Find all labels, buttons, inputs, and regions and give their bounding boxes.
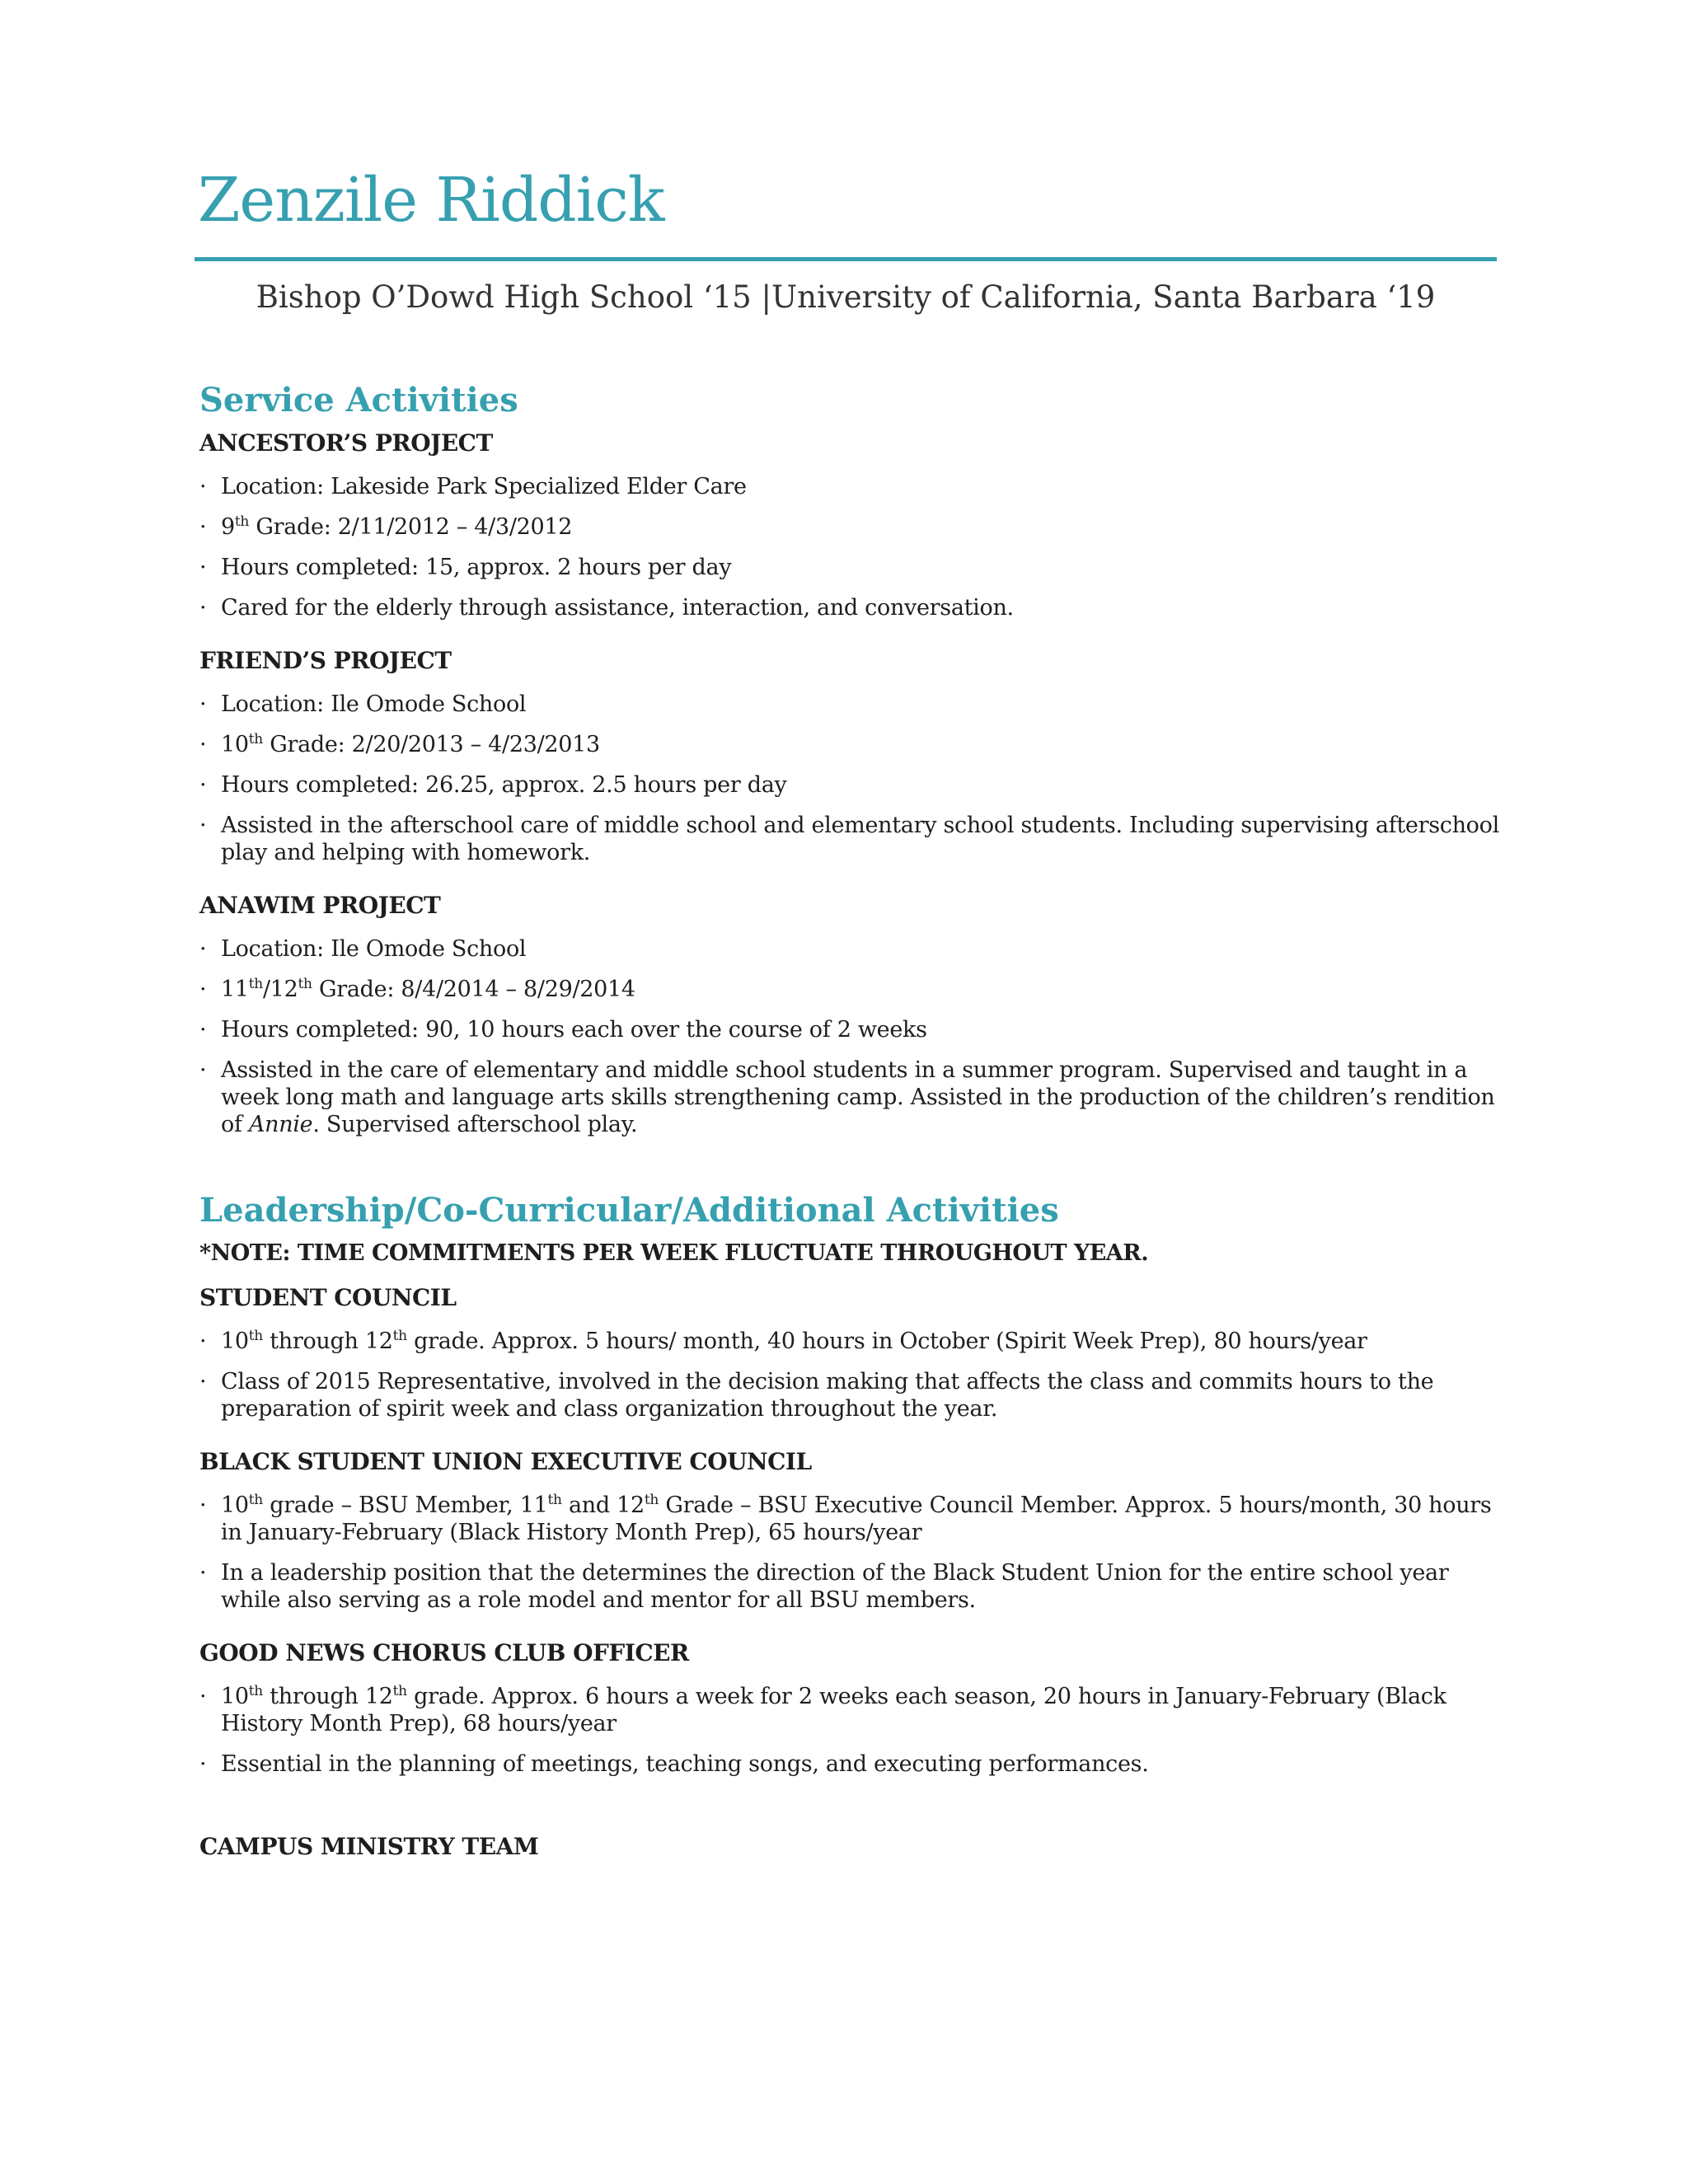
superscript: th xyxy=(234,513,250,530)
bullet-text: 10 xyxy=(221,732,249,757)
bullet-item: · Location: Ile Omode School xyxy=(199,935,1502,963)
activity-bullets xyxy=(199,1328,1502,1422)
superscript: th xyxy=(392,1683,407,1699)
bullet-item: · Hours completed: 15, approx. 2 hours per day xyxy=(199,554,1502,581)
time-commitment-note: *NOTE: TIME COMMITMENTS PER WEEK FLUCTUATE THROUGHOUT YEAR. xyxy=(199,1240,1149,1266)
bullet-item xyxy=(199,1492,1502,1546)
bullet-text: 10 xyxy=(221,1329,249,1354)
superscript: th xyxy=(298,976,312,992)
resume-content xyxy=(199,379,1502,1877)
bullet-emphasis: Annie xyxy=(248,1112,313,1137)
superscript: th xyxy=(392,1328,407,1344)
activity-bullets xyxy=(199,1683,1502,1778)
superscript: th xyxy=(248,1328,263,1344)
bullet-item: · Location: Lakeside Park Specialized Elder Care xyxy=(199,473,1502,500)
bullet-text: and 12 xyxy=(561,1493,645,1518)
bullet-text: grade. Approx. 6 hours a week for 2 weeks each season, 20 hours in January-February (Black History Month Prep), 68 hours/year xyxy=(221,1684,1447,1736)
bullet-text: Grade: 8/4/2014 – 8/29/2014 xyxy=(312,977,635,1002)
bullet-item xyxy=(199,1057,1502,1138)
project-title: ANAWIM PROJECT xyxy=(199,892,441,919)
project-bullets xyxy=(199,935,1502,1138)
project-title: FRIEND’S PROJECT xyxy=(199,647,452,674)
bullet-item xyxy=(199,976,1502,1003)
bullet-item: · Essential in the planning of meetings, teaching songs, and executing performances. xyxy=(199,1750,1502,1778)
superscript: th xyxy=(644,1492,659,1508)
superscript: th xyxy=(248,976,263,992)
bullet-text: grade – BSU Member, 11 xyxy=(262,1493,548,1518)
bullet-item: · Cared for the elderly through assistance, interaction, and conversation. xyxy=(199,594,1502,621)
schools-line: Bishop O’Dowd High School ‘15 |University of California, Santa Barbara ‘19 xyxy=(256,279,1436,315)
bullet-text: through 12 xyxy=(262,1329,393,1354)
activity-bullets xyxy=(199,1492,1502,1614)
bullet-item xyxy=(199,731,1502,758)
bullet-text: Assisted in the care of elementary and middle school students in a summer program. Supervised and taught in a week long math and language arts skills strengthening camp. Assisted in the production of the children’s rendition of xyxy=(221,1057,1495,1137)
project-title: ANCESTOR’S PROJECT xyxy=(199,429,493,457)
bullet-text: . Supervised afterschool play. xyxy=(312,1112,638,1137)
resume-name: Zenzile Riddick xyxy=(198,165,664,236)
bullet-item xyxy=(199,513,1502,541)
activity-title: CAMPUS MINISTRY TEAM xyxy=(199,1833,539,1860)
bullet-text: /12 xyxy=(262,977,298,1002)
activity-title: STUDENT COUNCIL xyxy=(199,1284,457,1311)
section-title-leadership: Leadership/Co-Curricular/Additional Activities xyxy=(199,1191,1059,1230)
leadership-section xyxy=(199,1189,1502,1862)
project-bullets xyxy=(199,473,1502,621)
bullet-item: · Class of 2015 Representative, involved in the decision making that affects the class and commits hours to the preparation of spirit week and class organization throughout the year. xyxy=(199,1368,1502,1422)
superscript: th xyxy=(248,1683,263,1699)
project-bullets xyxy=(199,691,1502,866)
superscript: th xyxy=(547,1492,562,1508)
bullet-text: Grade: 2/20/2013 – 4/23/2013 xyxy=(262,732,600,757)
activity-title: BLACK STUDENT UNION EXECUTIVE COUNCIL xyxy=(199,1448,812,1475)
bullet-item xyxy=(199,1683,1502,1737)
bullet-item: · Location: Ile Omode School xyxy=(199,691,1502,718)
bullet-item: · Assisted in the afterschool care of middle school and elementary school students. Including supervising afterschool play and helping with homework. xyxy=(199,812,1502,866)
bullet-text: 10 xyxy=(221,1684,249,1709)
header-divider xyxy=(195,257,1497,261)
bullet-text: Grade: 2/11/2012 – 4/3/2012 xyxy=(249,514,573,540)
bullet-item xyxy=(199,1328,1502,1355)
service-activities-section xyxy=(199,379,1502,1138)
bullet-text: Grade – BSU Executive Council Member. Approx. 5 hours/month, 30 hours in January-February (Black History Month Prep), 65 hours/year xyxy=(221,1493,1492,1545)
superscript: th xyxy=(248,1492,263,1508)
bullet-text: 9 xyxy=(221,514,235,540)
bullet-item: · Hours completed: 90, 10 hours each over the course of 2 weeks xyxy=(199,1016,1502,1043)
bullet-item: · In a leadership position that the determines the direction of the Black Student Union for the entire school year while also serving as a role model and mentor for all BSU members. xyxy=(199,1559,1502,1614)
activity-title: GOOD NEWS CHORUS CLUB OFFICER xyxy=(199,1639,689,1666)
bullet-text: 11 xyxy=(221,977,249,1002)
section-title-service: Service Activities xyxy=(199,381,518,419)
bullet-item: · Hours completed: 26.25, approx. 2.5 hours per day xyxy=(199,771,1502,799)
superscript: th xyxy=(248,731,263,748)
bullet-text: grade. Approx. 5 hours/ month, 40 hours in October (Spirit Week Prep), 80 hours/year xyxy=(406,1329,1367,1354)
bullet-text: 10 xyxy=(221,1493,249,1518)
bullet-text: through 12 xyxy=(262,1684,393,1709)
